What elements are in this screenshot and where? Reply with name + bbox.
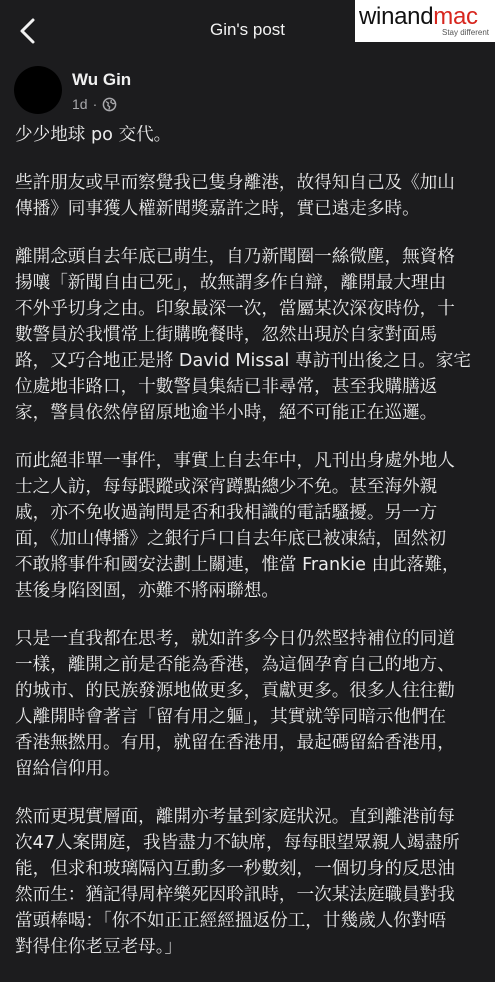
more-options-button[interactable] — [412, 68, 436, 86]
logo-wordmark — [359, 3, 478, 31]
post-meta — [72, 96, 117, 112]
logo-text-accent: mac — [433, 3, 478, 30]
logo-tagline: Stay different — [442, 28, 489, 37]
post-body — [15, 122, 487, 982]
logo-text-main: winand — [359, 3, 434, 30]
post-paragraph: 些許朋友或早而察覺我已隻身離港，故得知自己及《加山 傳播》同事獲人權新聞獎嘉許之時，實已遠走多時。 — [15, 173, 455, 219]
page-title: Gin's post — [209, 20, 286, 39]
post-paragraph: 少少地球 po 交代。 — [15, 125, 172, 145]
post-paragraph: 離開念頭自去年底已萌生，自乃新聞圈一絲微塵，無資格 揚嚷「新聞自由已死」，故無謂多作自辯，離開最大理由 不外乎切身之由。印象最深一次，當屬某次深夜時份，十 數警員於我慣常上街購晚餐時，忽然出現於自家對面馬 路，又巧合地正是將 David Missal 專訪刊出後之日。家宅 位處地非路口，十數警員集結已非尋常，甚至我購膳返 家，警員依然停留原地逾半小時，絕不可能正在巡邏。 — [15, 247, 471, 423]
post-paragraph: 然而更現實層面，離開亦考量到家庭狀況。直到離港前每 次47人案開庭，我皆盡力不缺席，每每眼望眾親人竭盡所 能，但求和玻璃隔內互動多一秒數刻，一個切身的反思油 然而生：猶記得周梓樂死因聆訊時，一次某法庭職員對我 當頭棒喝：「你不如正正經經搵返份工，廿幾歲人你對唔 對得住你老豆老母。」 — [15, 807, 460, 957]
author-name[interactable]: Wu Gin — [72, 70, 132, 89]
avatar[interactable] — [14, 66, 62, 114]
watermark-logo — [355, 0, 495, 42]
post-paragraph: 而此絕非單一事件，事實上自去年中，凡刊出身處外地人 士之人訪，每每跟蹤或深宵蹲點總少不免。甚至海外親 戚，亦不免收過詢問是否和我相識的電話騷擾。另一方 面，《加山傳播》之銀行戶口自去年底已被凍結，固然初 不敢將事件和國安法劃上關連，惟當 Frankie 由此落難， 甚後身陷囹圄，亦難不將兩聯想。 — [15, 451, 460, 601]
globe-icon[interactable] — [102, 97, 117, 112]
post-paragraph: 只是一直我都在思考，就如許多今日仍然堅持補位的同道 一樣，離開之前是否能為香港，為這個孕育自己的地方、 的城市、的民族發源地做更多，貢獻更多。很多人往往勸 人離開時會著言「留有用之軀」，其實就等同暗示他們在 香港無撚用。有用，就留在香港用，最起碼留給香港用， 留給信仰用。 — [15, 629, 455, 779]
post-time[interactable]: 1d — [72, 96, 88, 112]
meta-separator: · — [92, 96, 98, 112]
